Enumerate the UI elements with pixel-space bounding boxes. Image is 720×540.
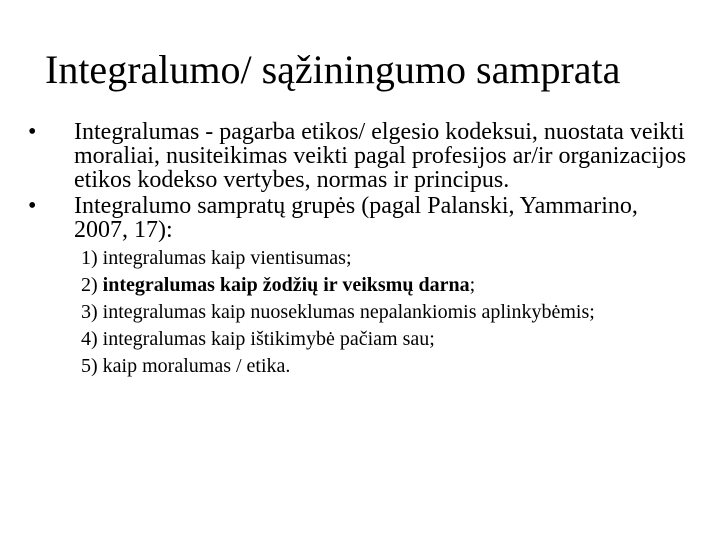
list-item-number: 5): [81, 355, 103, 377]
list-item-number: 4): [81, 328, 103, 350]
numbered-list: [28, 248, 688, 377]
list-item-text: kaip moralumas / etika.: [102, 355, 291, 377]
list-item: [81, 248, 688, 269]
bullet-text: Integralumas - pagarba etikos/ elgesio kodeksui, nuostata veikti moraliai, nusiteikimas veikti pagal profesijos ar/ir organizacijos etikos kodekso vertybes, normas ir principus.: [74, 119, 687, 193]
list-item-number: 2): [81, 274, 103, 296]
list-item-number: 1): [81, 247, 103, 269]
slide-body: [28, 120, 688, 383]
list-item-bold-text: integralumas kaip žodžių ir veiksmų darna: [102, 274, 470, 296]
list-item: [81, 275, 688, 296]
list-item-text: integralumas kaip ištikimybė pačiam sau;: [102, 328, 435, 350]
list-item-text: integralumas kaip vientisumas;: [102, 247, 352, 269]
list-item-text: ;: [469, 274, 476, 296]
bullet-text: Integralumo sampratų grupės (pagal Palanski, Yammarino, 2007, 17):: [74, 193, 638, 243]
bullet-item: [28, 120, 688, 192]
list-item: [81, 356, 688, 377]
list-item-text: integralumas kaip nuoseklumas nepalankiomis aplinkybėmis;: [102, 301, 595, 323]
list-item-number: 3): [81, 301, 103, 323]
bullet-item: [28, 194, 688, 242]
list-item: [81, 329, 688, 350]
bullet-marker: •: [28, 193, 37, 219]
list-item: [81, 302, 688, 323]
slide-title: Integralumo/ sąžiningumo samprata: [45, 47, 621, 92]
bullet-marker: •: [28, 119, 37, 145]
